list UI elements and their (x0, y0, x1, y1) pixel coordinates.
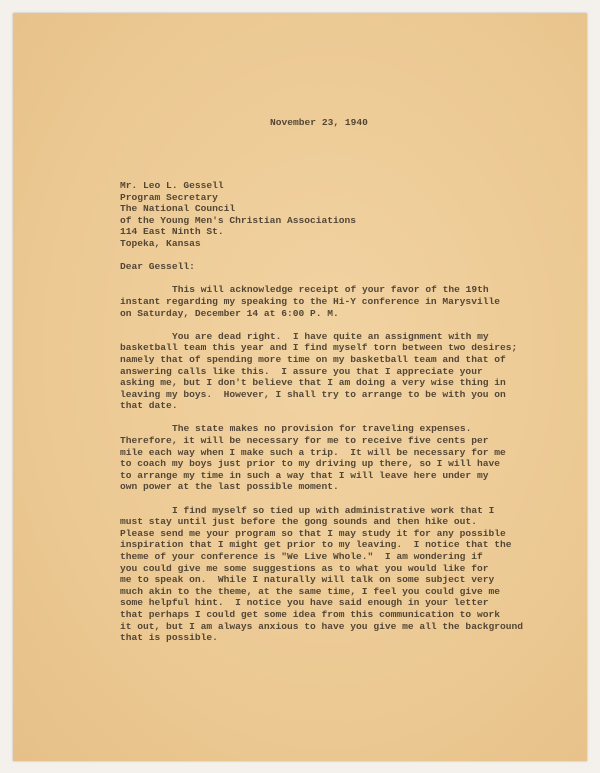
paragraph-line: namely that of spending more time on my basketball team and that of (120, 353, 506, 365)
blank-line (120, 412, 523, 424)
paragraph-line: it out, but I am always anxious to have you give me all the background (120, 620, 524, 632)
paragraph-line: me to speak on. While I naturally will talk on some subject very (120, 574, 495, 586)
letter-page (13, 13, 587, 761)
paragraph-line: to coach my boys just prior to my driving up there, so I will have (120, 458, 500, 470)
paragraph-line: some helpful hint. I notice you have said enough in your letter (120, 597, 489, 609)
paragraph-line: asking me, but I don't believe that I am doing a very wise thing in (120, 377, 506, 389)
salutation: Dear Gessell: (120, 261, 195, 273)
paragraph-line: theme of your conference is "We Live Whole." I am wondering if (120, 551, 483, 562)
recipient-address-line: of the Young Men's Christian Associations (120, 214, 357, 226)
paragraph-line: leaving my boys. However, I shall try to arrange to be with you on (120, 388, 506, 400)
paragraph-line: that perhaps I could get some idea from this communication to work (120, 608, 500, 620)
paragraph-line: basketball team this year and I find myself torn between two desires; (120, 342, 518, 354)
blank-line (120, 273, 523, 285)
paragraph-line: that date. (120, 400, 178, 412)
recipient-address-line: Program Secretary (120, 191, 218, 203)
paragraph-line: The state makes no provision for traveling expenses. (172, 423, 472, 435)
paragraph-line: Therefore, it will be necessary for me to receive five cents per (120, 435, 489, 447)
blank-line (120, 493, 523, 505)
paragraph-line: I find myself so tied up with administrative work that I (172, 504, 495, 516)
paragraph-line: much akin to the theme, at the same time, I feel you could give me (120, 585, 500, 597)
paragraph-line: Please send me your program so that I may study it for any possible (120, 527, 506, 539)
letter-body (120, 180, 523, 644)
paragraph-line: This will acknowledge receipt of your favor of the 19th (172, 284, 489, 296)
recipient-address-line: The National Council (120, 203, 236, 215)
paragraph-line: You are dead right. I have quite an assignment with my (172, 330, 489, 342)
paragraph-line: that is possible. (120, 632, 218, 644)
paragraph-line: you could give me some suggestions as to what you would like for (120, 562, 489, 574)
blank-line (120, 319, 523, 331)
paragraph-line: to arrange my time in such a way that I will leave here under my (120, 469, 489, 481)
paragraph-line: mile each way when I make such a trip. It will be necessary for me (120, 446, 506, 458)
paragraph-line: on Saturday, December 14 at 6:00 P. M. (120, 307, 339, 319)
blank-line (120, 250, 523, 262)
paragraph-line: must stay until just before the gong sounds and then hike out. (120, 516, 477, 528)
paragraph-line: own power at the last possible moment. (120, 481, 339, 493)
letter-date: November 23, 1940 (270, 117, 368, 128)
recipient-address-line: 114 East Ninth St. (120, 226, 224, 238)
paragraph-line: answering calls like this. I assure you that I appreciate your (120, 365, 483, 377)
recipient-address-line: Topeka, Kansas (120, 237, 201, 249)
recipient-address-line: Mr. Leo L. Gessell (120, 180, 224, 191)
paragraph-line: instant regarding my speaking to the Hi-Y conference in Marysville (120, 295, 500, 307)
paragraph-line: inspiration that I might get prior to my leaving. I notice that the (120, 539, 512, 551)
